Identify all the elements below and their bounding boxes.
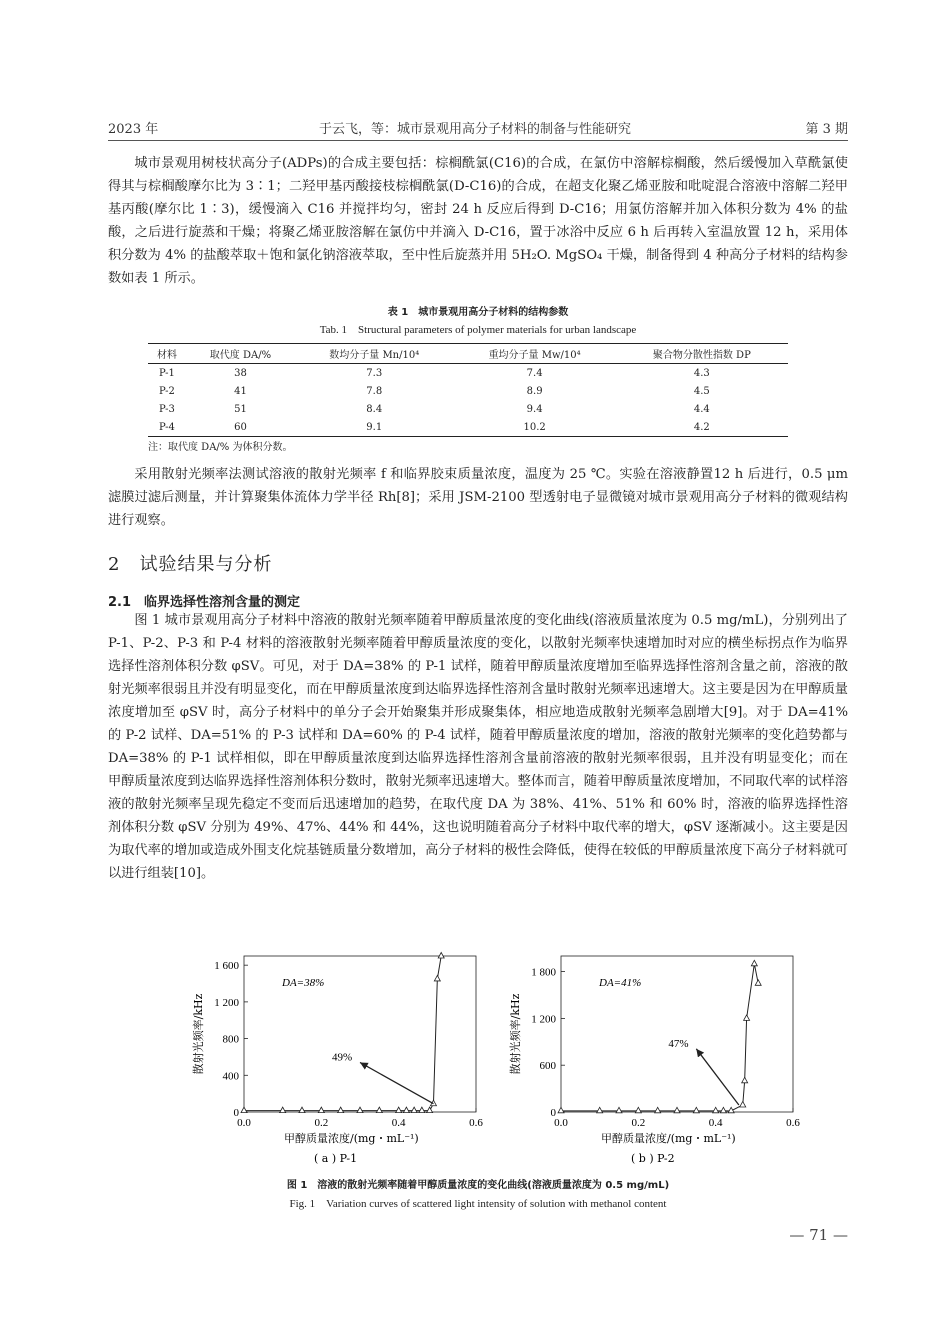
table-title-en: Tab. 1 Structural parameters of polymer materials for urban landscape xyxy=(319,324,637,336)
data-point xyxy=(419,1107,425,1113)
data-line xyxy=(561,964,758,1111)
data-line xyxy=(244,956,441,1111)
series-label: DA=38% xyxy=(282,977,325,989)
table-cell: 4.2 xyxy=(616,418,788,437)
x-tick-label: 0.6 xyxy=(786,1117,800,1129)
table-cell: P-3 xyxy=(158,403,175,415)
y-tick-label: 1 600 xyxy=(214,960,239,973)
panel-label: ( b ) P-2 xyxy=(631,1152,675,1165)
panel-label: ( a ) P-1 xyxy=(314,1152,358,1165)
data-point xyxy=(396,1107,402,1113)
data-point xyxy=(411,1107,417,1113)
data-point xyxy=(755,980,761,986)
header-title: 于云飞，等：城市景观用高分子材料的制备与性能研究 xyxy=(318,122,631,137)
series-label: DA=41% xyxy=(599,977,642,989)
annotation-label: 47% xyxy=(668,1037,689,1050)
data-point xyxy=(597,1107,603,1113)
x-tick-label: 0.6 xyxy=(469,1117,483,1129)
data-point xyxy=(558,1107,564,1113)
data-point xyxy=(299,1107,305,1113)
data-point xyxy=(434,975,440,981)
y-tick-label: 1 200 xyxy=(214,996,239,1009)
data-point xyxy=(357,1107,363,1113)
x-tick-label: 0.4 xyxy=(708,1117,723,1129)
x-axis-label: 甲醇质量浓度/(mg・mL⁻¹) xyxy=(284,1132,419,1145)
y-tick-label: 0 xyxy=(550,1107,556,1119)
paragraph-method: 采用散射光频率法测试溶液的散射光频率 f 和临界胶束质量浓度，温度为 25 ℃。实验在溶液静置12 h 后进行，0.5 μm 滤膜过滤后测量，并计算聚集体流体力学半径 Rh[8]；采用 JSM-2100 型透射电子显微镜对城市景观用高分子材料的微观结构进行观察。 xyxy=(108,467,848,528)
x-tick-label: 0.4 xyxy=(391,1117,406,1129)
y-tick-label: 400 xyxy=(222,1070,239,1083)
table-note: 注：取代度 DA/% 为体积分数。 xyxy=(148,442,293,453)
paragraph-results: 图 1 城市景观用高分子材料中溶液的散射光频率随着甲醇质量浓度的变化曲线(溶液质量浓度为 0.5 mg/mL)，分别列出了 P-1、P-2、P-3 和 P-4 材料的溶液散射光频率随着甲醇质量浓度的变化，以散射光频率快速增加时对应的横坐标拐点作为临界选择性溶剂体积分数 φSV。可见，对于 DA=38% 的 P-1 试样，随着甲醇质量浓度增加至临界选择性溶剂含量之前，溶液的散射光频率很弱且并没有明显变化，而在甲醇质量浓度到达临界选择性溶剂含量时散射光频率迅速增大。这主要是因为在甲醇质量浓度增加至 φSV 时，高分子材料中的单分子会开始聚集并形成聚集体，相应地造成散射光频率急剧增大[9]。对于 DA=41% 的 P-2 试样、DA=51% 的 P-3 试样和 DA=60% 的 P-4 试样，随着甲醇质量浓度的增加，溶液的散射光频率的变化趋势都与 DA=38% 的 P-1 试样相似，即在甲醇质量浓度到达临界选择性溶剂含量前溶液的散射光频率很弱，且并没有明显变化；而在甲醇质量浓度到达临界选择性溶剂体积分数时，散射光频率迅速增大。整体而言，随着甲醇质量浓度增加，不同取代率的试样溶液的散射光频率呈现先稳定不变而后迅速增加的趋势，在取代度 DA 为 38%、41%、51% 和 60% 时，溶液的临界选择性溶剂体积分数 φSV 分别为 49%、47%、44% 和 44%，这也说明随着高分子材料中取代率的增大，φSV 逐渐减小。这主要是因为取代率的增加或造成外围支化烷基链质量分数增加，高分子材料的极性会降低，使得在较低的甲醇质量浓度下高分子材料就可以进行组装[10]。 xyxy=(108,613,848,881)
y-tick-label: 0 xyxy=(233,1107,239,1119)
data-point xyxy=(318,1107,324,1113)
table-cell: P-4 xyxy=(148,418,186,437)
figure-caption-en: Fig. 1 Variation curves of scattered light intensity of solution with methanol content xyxy=(289,1198,667,1210)
y-tick-label: 1 200 xyxy=(531,1013,556,1026)
table-cell: 51 xyxy=(234,403,247,415)
chart-p1 xyxy=(158,940,483,1175)
data-point xyxy=(713,1107,719,1113)
table-row xyxy=(148,400,788,418)
table-cell: P-1 xyxy=(158,367,175,379)
data-point xyxy=(720,1107,726,1113)
parameters-table xyxy=(148,343,788,437)
table-cell: 38 xyxy=(234,367,247,379)
data-point xyxy=(438,953,444,959)
data-point xyxy=(740,1101,746,1107)
table-cell: P-2 xyxy=(158,385,175,397)
data-point xyxy=(751,960,757,966)
table-row xyxy=(148,418,788,437)
data-point xyxy=(403,1107,409,1113)
table-title-cn: 表 1 城市景观用高分子材料的结构参数 xyxy=(387,307,569,318)
table-row xyxy=(148,382,788,400)
data-point xyxy=(742,1077,748,1083)
x-tick-label: 0.2 xyxy=(314,1117,329,1129)
page-number: — 71 — xyxy=(789,1226,848,1244)
y-tick-label: 600 xyxy=(539,1060,556,1073)
data-point xyxy=(635,1107,641,1113)
annotation-label: 49% xyxy=(332,1051,353,1064)
subsection-title: 2.1 临界选择性溶剂含量的测定 xyxy=(108,595,301,610)
table-cell: 7.8 xyxy=(366,385,383,397)
table-row xyxy=(148,364,788,383)
table-cell: 60 xyxy=(186,418,295,437)
y-axis-label: 散射光频率/kHz xyxy=(192,993,205,1075)
data-point xyxy=(241,1107,247,1113)
section-title: 2 试验结果与分析 xyxy=(108,554,273,575)
table-cell: 7.3 xyxy=(366,367,383,379)
annotation-arrow xyxy=(696,1049,739,1105)
data-point xyxy=(376,1107,382,1113)
y-tick-label: 800 xyxy=(222,1033,239,1046)
header-issue: 第 3 期 xyxy=(805,122,848,137)
data-point xyxy=(280,1107,286,1113)
x-tick-label: 0.0 xyxy=(554,1117,568,1129)
annotation-arrow xyxy=(360,1062,433,1103)
data-point xyxy=(616,1107,622,1113)
data-point xyxy=(427,1107,433,1113)
paragraph-synthesis: 城市景观用树枝状高分子(ADPs)的合成主要包括：棕榈酰氯(C16)的合成，在氯仿中溶解棕榈酸，然后缓慢加入草酰氯使得其与棕榈酸摩尔比为 3∶1；二羟甲基丙酸接枝棕榈酰氯(D-C16)的合成，在超支化聚乙烯亚胺和吡啶混合溶液中溶解二羟甲基丙酸(摩尔比 1∶3)，缓慢滴入 C16 并搅拌均匀，密封 24 h 反应后得到 D-C16；用氯仿溶解并加入体积分数为 4% 的盐酸，之后进行旋蒸和干燥；将聚乙烯亚胺溶解在氯仿中并滴入 D-C16，置于冰浴中反应 6 h 后再转入室温放置 12 h，采用体积分数为 4% 的盐酸萃取＋饱和氯化钠溶液萃取，至中性后旋蒸并用 5H₂O. MgSO₄ 干燥，制备得到 4 种高分子材料的结构参数如表 1 所示。 xyxy=(108,156,848,286)
table-header-cell: 聚合物分散性指数 DP xyxy=(616,344,788,364)
chart-p2 xyxy=(475,940,800,1175)
header-year: 2023 年 xyxy=(108,122,159,137)
table-header-row xyxy=(148,344,788,364)
data-point xyxy=(744,1015,750,1021)
table-cell: 9.1 xyxy=(295,418,454,437)
y-tick-label: 1 800 xyxy=(531,966,556,979)
table-cell: 9.4 xyxy=(526,403,543,415)
table-header-cell: 数均分子量 Mn/10⁴ xyxy=(295,344,454,364)
table-header-cell: 取代度 DA/% xyxy=(186,344,295,364)
data-point xyxy=(655,1107,661,1113)
table-cell: 8.4 xyxy=(366,403,383,415)
table-cell: 4.4 xyxy=(693,403,710,415)
table-cell: 8.9 xyxy=(526,385,543,397)
table-header-cell: 材料 xyxy=(148,344,186,364)
table-header-cell: 重均分子量 Mw/10⁴ xyxy=(454,344,616,364)
data-point xyxy=(674,1107,680,1113)
plot-frame xyxy=(244,956,476,1112)
table-cell: 4.5 xyxy=(693,385,710,397)
data-point xyxy=(338,1107,344,1113)
figure-caption-cn: 图 1 溶液的散射光频率随着甲醇质量浓度的变化曲线(溶液质量浓度为 0.5 mg/mL) xyxy=(286,1180,670,1191)
table-cell: 7.4 xyxy=(526,367,543,379)
x-axis-label: 甲醇质量浓度/(mg・mL⁻¹) xyxy=(601,1132,736,1145)
table-cell: 4.3 xyxy=(693,367,710,379)
y-axis-label: 散射光频率/kHz xyxy=(509,993,522,1075)
x-tick-label: 0.0 xyxy=(237,1117,251,1129)
table-cell: 10.2 xyxy=(454,418,616,437)
data-point xyxy=(693,1107,699,1113)
x-tick-label: 0.2 xyxy=(631,1117,646,1129)
header-rule xyxy=(108,140,848,141)
table-cell: 41 xyxy=(234,385,247,397)
